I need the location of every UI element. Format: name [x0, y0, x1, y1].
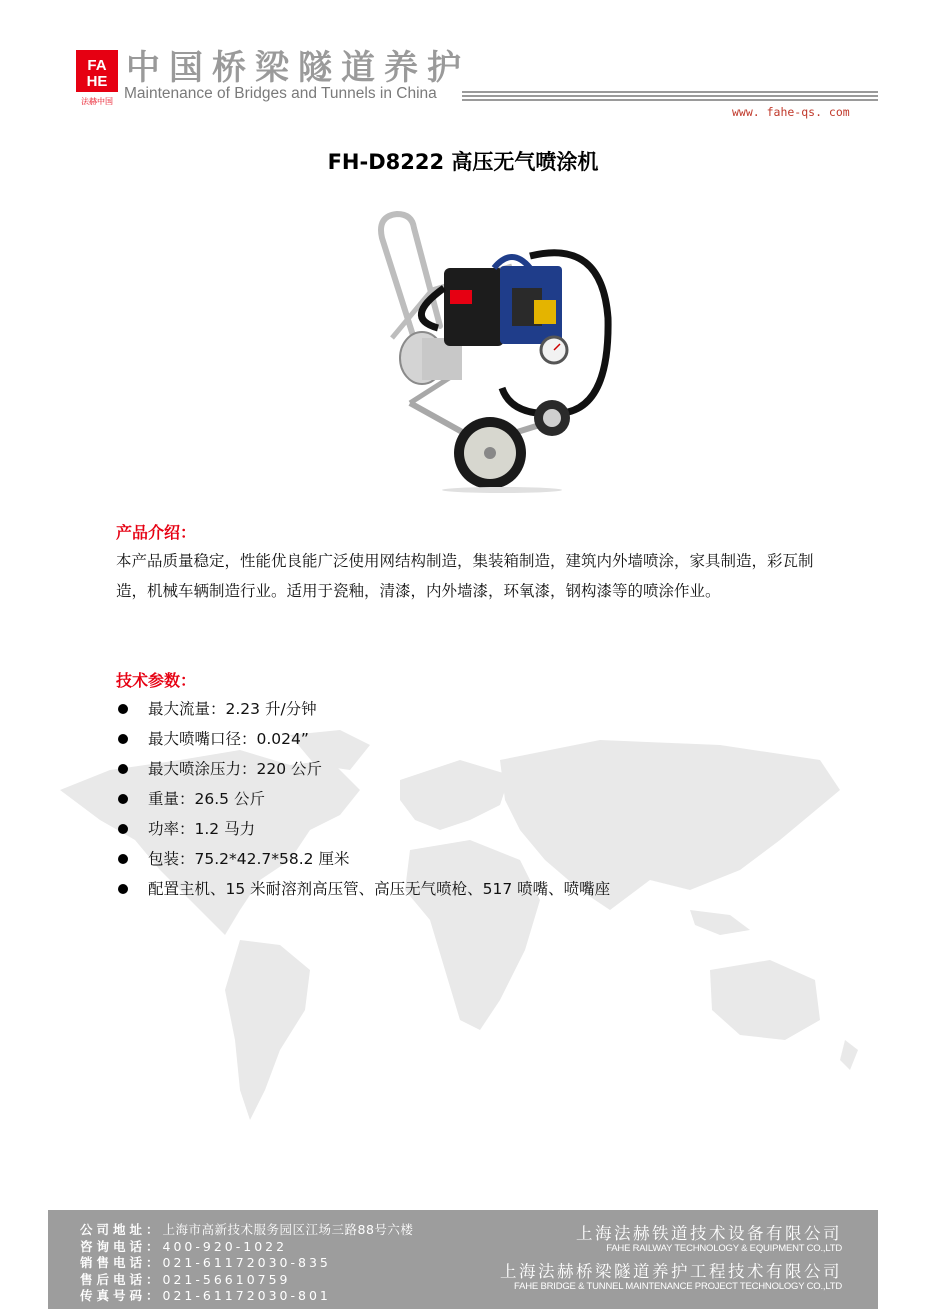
- contact-inquiry-phone: 咨询电话：400-920-1022: [80, 1238, 288, 1254]
- header-rule: [462, 91, 878, 101]
- company1-en: FAHE RAILWAY TECHNOLOGY & EQUIPMENT CO.,LTD: [606, 1243, 842, 1254]
- list-item: 重量：26.5 公斤: [116, 784, 610, 814]
- company2-cn: 上海法赫桥梁隧道养护工程技术有限公司: [500, 1262, 842, 1281]
- bullet-icon: [118, 854, 128, 864]
- list-item: 功率：1.2 马力: [116, 814, 610, 844]
- fahe-logo-icon: [76, 44, 118, 106]
- intro-text: 本产品质量稳定，性能优良能广泛使用网结构制造，集装箱制造，建筑内外墙喷涂，家具制造，彩瓦制造，机械车辆制造行业。适用于瓷釉，清漆，内外墙漆，环氧漆，钢构漆等的喷涂作业。: [116, 552, 814, 600]
- brand-en: Maintenance of Bridges and Tunnels in China: [124, 85, 437, 102]
- website-link[interactable]: www. fahe-qs. com: [732, 105, 850, 119]
- bullet-icon: [118, 734, 128, 744]
- bullet-icon: [118, 764, 128, 774]
- list-item: 最大流量：2.23 升/分钟: [116, 694, 610, 724]
- sprayer-product-image: [362, 208, 614, 494]
- bullet-icon: [118, 704, 128, 714]
- page-title: FH-D8222 高压无气喷涂机: [327, 150, 599, 174]
- bullet-icon: [118, 794, 128, 804]
- bullet-icon: [118, 884, 128, 894]
- company2-en: FAHE BRIDGE & TUNNEL MAINTENANCE PROJECT TECHNOLOGY CO.,LTD: [514, 1281, 842, 1292]
- contact-service-phone: 售后电话：021-56610759: [80, 1271, 291, 1287]
- list-item: 最大喷涂压力：220 公斤: [116, 754, 610, 784]
- svg-text:法赫中国: 法赫中国: [81, 97, 113, 106]
- specs-heading: 技术参数：: [116, 671, 197, 690]
- bullet-icon: [118, 824, 128, 834]
- list-item: 配置主机、15 米耐溶剂高压管、高压无气喷枪、517 喷嘴、喷嘴座: [116, 874, 610, 904]
- contact-block: [80, 1222, 413, 1305]
- page-footer: [48, 1210, 878, 1309]
- brand-cn: 中国桥梁隧道养护: [126, 48, 470, 88]
- svg-text:HE: HE: [86, 73, 108, 90]
- specs-list: [116, 694, 610, 904]
- svg-text:FA: FA: [87, 57, 107, 74]
- page-header: [0, 0, 926, 130]
- contact-sales-phone: 销售电话：021-61172030-835: [80, 1255, 331, 1270]
- list-item: 包装：75.2*42.7*58.2 厘米: [116, 844, 610, 874]
- contact-address: 公司地址：上海市高新技术服务园区江场三路88号六楼: [80, 1222, 414, 1237]
- company1-cn: 上海法赫铁道技术设备有限公司: [576, 1224, 842, 1243]
- contact-fax: 传真号码：021-61172030-801: [80, 1288, 331, 1303]
- list-item: 最大喷嘴口径：0.024”: [116, 724, 610, 754]
- company-block: [500, 1220, 842, 1296]
- intro-heading: 产品介绍：: [116, 523, 197, 542]
